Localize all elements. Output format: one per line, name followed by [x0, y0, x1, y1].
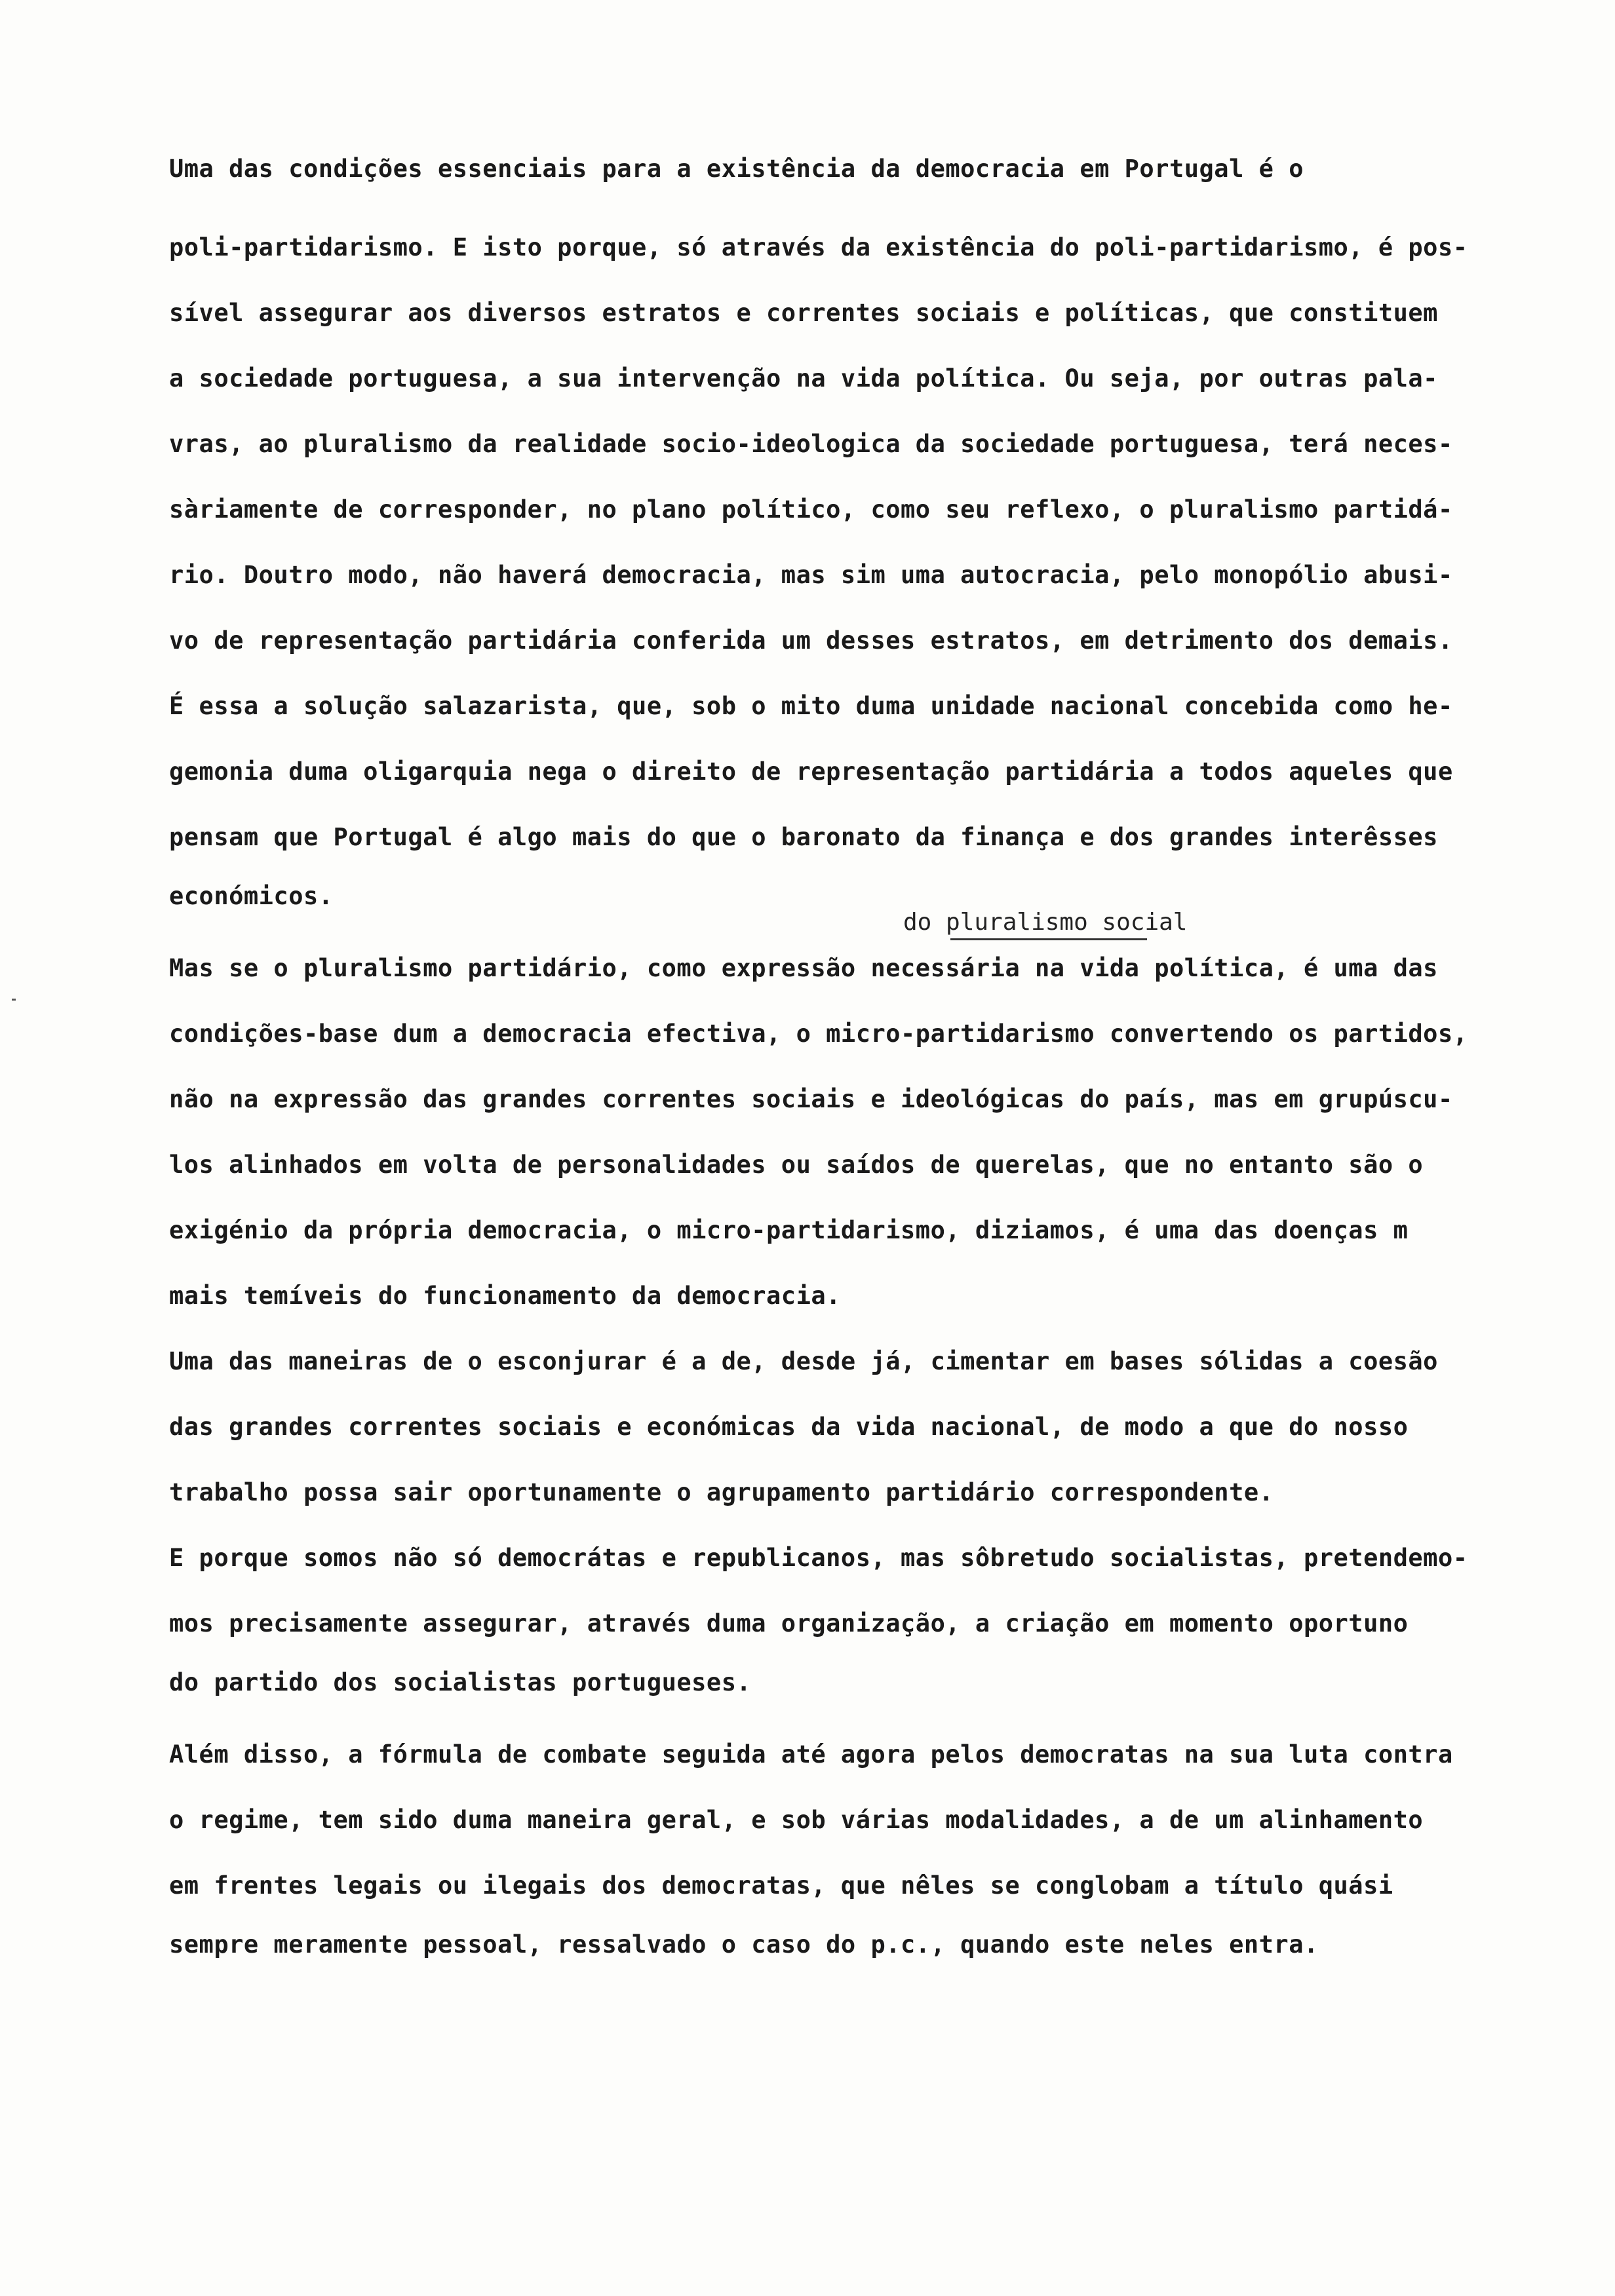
- text-line: rio. Doutro modo, não haverá democracia, mas sim uma autocracia, pelo monopólio abusi-: [169, 561, 1453, 589]
- text-line: sàriamente de corresponder, no plano político, como seu reflexo, o pluralismo partidá-: [169, 495, 1453, 524]
- text-line: das grandes correntes sociais e económicas da vida nacional, de modo a que do nosso: [169, 1413, 1409, 1441]
- text-line: Uma das maneiras de o esconjurar é a de, desde já, cimentar em bases sólidas a coesão: [169, 1347, 1438, 1375]
- text-line: sempre meramente pessoal, ressalvado o caso do p.c., quando este neles entra.: [169, 1930, 1319, 1959]
- text-line: vo de representação partidária conferida um desses estratos, em detrimento dos demais.: [169, 626, 1453, 655]
- text-line: los alinhados em volta de personalidades ou saídos de querelas, que no entanto são o: [169, 1151, 1424, 1179]
- text-line: gemonia duma oligarquia nega o direito de representação partidária a todos aqueles que: [169, 757, 1453, 786]
- margin-mark: [12, 999, 16, 1001]
- text-line: do partido dos socialistas portugueses.: [169, 1668, 752, 1696]
- text-line: É essa a solução salazarista, que, sob o mito duma unidade nacional concebida como he-: [169, 692, 1453, 720]
- text-line: mais temíveis do funcionamento da democracia.: [169, 1282, 841, 1310]
- text-line: E porque somos não só democrátas e republicanos, mas sôbretudo socialistas, pretendemo-: [169, 1544, 1468, 1572]
- text-line: exigénio da própria democracia, o micro-partidarismo, diziamos, é uma das doenças m: [169, 1216, 1409, 1244]
- text-line: Uma das condições essenciais para a existência da democracia em Portugal é o: [169, 155, 1304, 183]
- insertion-underline: [950, 938, 1147, 940]
- text-line: vras, ao pluralismo da realidade socio-ideologica da sociedade portuguesa, terá neces-: [169, 430, 1453, 458]
- text-line: Mas se o pluralismo partidário, como expressão necessária na vida política, é uma das: [169, 954, 1438, 982]
- text-line: o regime, tem sido duma maneira geral, e sob várias modalidades, a de um alinhamento: [169, 1806, 1424, 1834]
- text-line: mos precisamente assegurar, através duma organização, a criação em momento oportuno: [169, 1609, 1409, 1637]
- text-line: poli-partidarismo. E isto porque, só através da existência do poli-partidarismo, é pos-: [169, 233, 1468, 261]
- text-line: sível assegurar aos diversos estratos e correntes sociais e políticas, que constituem: [169, 299, 1438, 327]
- text-line: condições-base dum a democracia efectiva, o micro-partidarismo convertendo os partidos,: [169, 1020, 1468, 1048]
- text-line: a sociedade portuguesa, a sua intervenção na vida política. Ou seja, por outras pala-: [169, 364, 1438, 392]
- text-line: pensam que Portugal é algo mais do que o baronato da finança e dos grandes interêsses: [169, 823, 1438, 851]
- handwritten-insertion: do pluralismo social: [903, 909, 1188, 936]
- text-line: em frentes legais ou ilegais dos democratas, que nêles se conglobam a título quási: [169, 1871, 1393, 1900]
- text-line: Além disso, a fórmula de combate seguida até agora pelos democratas na sua luta contra: [169, 1740, 1453, 1769]
- text-line: trabalho possa sair oportunamente o agrupamento partidário correspondente.: [169, 1478, 1274, 1506]
- text-line: económicos.: [169, 882, 334, 910]
- text-line: não na expressão das grandes correntes sociais e ideológicas do país, mas em grupúscu-: [169, 1085, 1453, 1113]
